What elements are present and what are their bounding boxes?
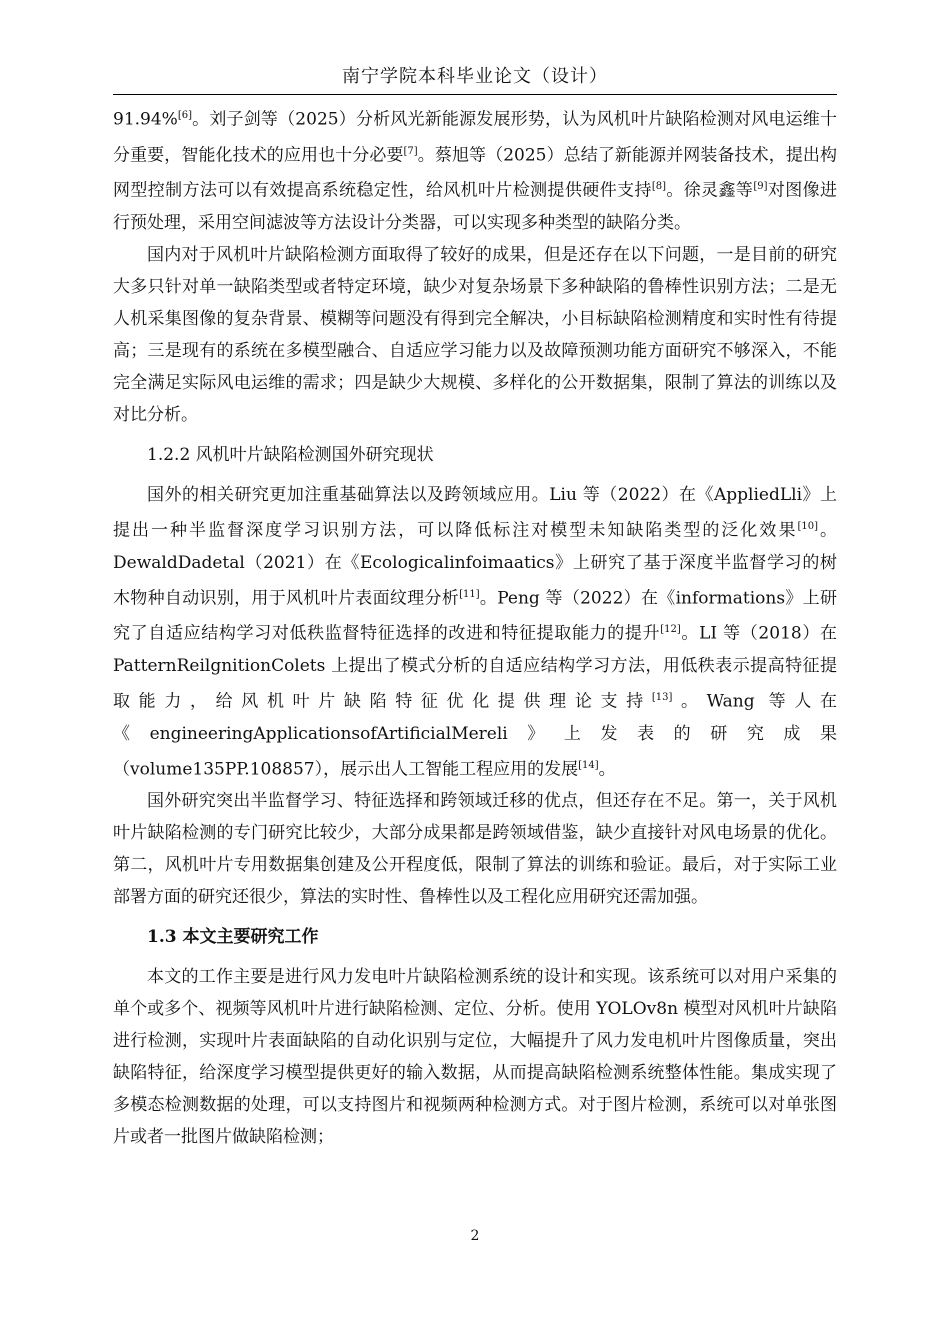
header-divider [113, 94, 837, 95]
section-heading-1-3: 1.3 本文主要研究工作 [147, 927, 319, 948]
page-header: 南宁学院本科毕业论文（设计） [342, 66, 608, 87]
citation-marker: [8] [651, 181, 667, 193]
citation-marker: [12] [660, 624, 681, 636]
document-body [113, 100, 837, 1153]
citation-marker: [11] [459, 588, 480, 600]
paragraph: 国外的相关研究更加注重基础算法以及跨领域应用。Liu 等（2022）在《AppliedLli》上提出一种半监督深度学习识别方法，可以降低标注对模型未知缺陷类型的泛化效果[10]。DewaldDadetal（2021）在《Ecologicalinfoimaatics》上研究了基于深度半监督学习的树木物种自动识别，用于风机叶片表面纹理分析[11]。Peng 等（2022）在《informations》上研究了自适应结构学习对低秩监督特征选择的改进和特征提取能力的提升[12]。LI 等（2018）在 PatternReilgnitionColets 上提出了模式分析的自适应结构学习方法，用低秩表示提高特征提取能力，给风机叶片缺陷特征优化提供理论支持[13]。Wang 等人在《engineeringApplicationsofArtificialMereli》上发表的研究成果（volume135PP.108857），展示出人工智能工程应用的发展[14]。 [113, 484, 838, 780]
page-number: 2 [470, 1228, 480, 1244]
paragraph: 国内对于风机叶片缺陷检测方面取得了较好的成果，但是还存在以下问题，一是目前的研究大多只针对单一缺陷类型或者特定环境，缺少对复杂场景下多种缺陷的鲁棒性识别方法；二是无人机采集图像的复杂背景、模糊等问题没有得到完全解决，小目标缺陷检测精度和实时性有待提高；三是现有的系统在多模型融合、自适应学习能力以及故障预测功能方面研究不够深入，不能完全满足实际风电运维的需求；四是缺少大规模、多样化的公开数据集，限制了算法的训练以及对比分析。 [113, 244, 837, 425]
section-heading-1-2-2: 1.2.2 风机叶片缺陷检测国外研究现状 [147, 444, 434, 465]
citation-marker: [13] [651, 691, 673, 703]
citation-marker: [7] [403, 145, 418, 157]
paragraph: 国外研究突出半监督学习、特征选择和跨领域迁移的优点，但还存在不足。第一，关于风机叶片缺陷检测的专门研究比较少，大部分成果都是跨领域借鉴，缺少直接针对风电场景的优化。第二，风机叶片专用数据集创建及公开程度低，限制了算法的训练和验证。最后，对于实际工业部署方面的研究还很少，算法的实时性、鲁棒性以及工程化应用研究还需加强。 [113, 791, 837, 908]
citation-marker: [6] [177, 110, 192, 121]
paragraph: 本文的工作主要是进行风力发电叶片缺陷检测系统的设计和实现。该系统可以对用户采集的单个或多个、视频等风机叶片进行缺陷检测、定位、分析。使用 YOLOv8n 模型对风机叶片缺陷进行检测，实现叶片表面缺陷的自动化识别与定位，大幅提升了风力发电机叶片图像质量，突出缺陷特征，给深度学习模型提供更好的输入数据，从而提高缺陷检测系统整体性能。集成实现了多模态检测数据的处理，可以支持图片和视频两种检测方式。对于图片检测，系统可以对单张图片或者一批图片做缺陷检测； [113, 967, 837, 1148]
citation-marker: [14] [578, 759, 599, 771]
citation-marker: [10] [797, 520, 818, 532]
citation-marker: [9] [753, 181, 768, 193]
paragraph: 91.94%[6]。刘子剑等（2025）分析风光新能源发展形势，认为风机叶片缺陷检测对风电运维十分重要，智能化技术的应用也十分必要[7]。蔡旭等（2025）总结了新能源并网装备技术，提出构网型控制方法可以有效提高系统稳定性，给风机叶片检测提供硬件支持[8]。徐灵鑫等[9]对图像进行预处理，采用空间滤波等方法设计分类器，可以实现多种类型的缺陷分类。 [113, 109, 838, 233]
